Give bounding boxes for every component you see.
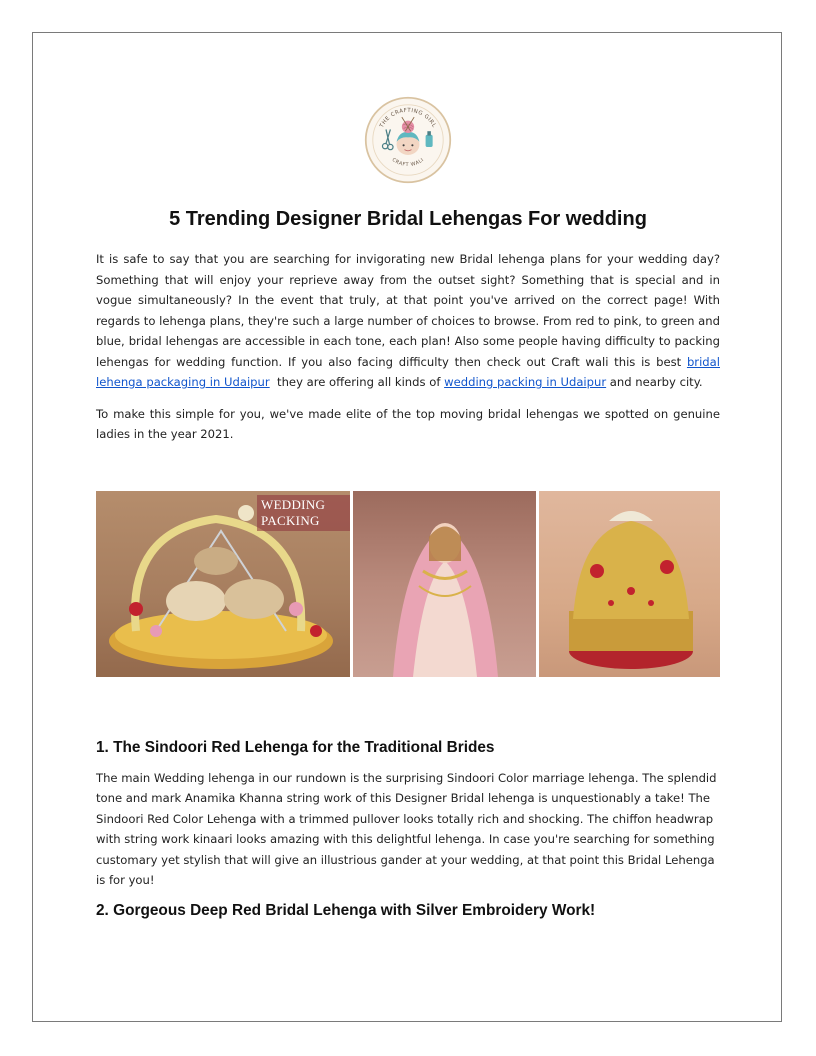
bridal-lehenga-packaging-link[interactable]: bridal lehenga packaging in Udaipur [96, 354, 720, 389]
gift-hamper-photo [96, 491, 350, 677]
intro-paragraph-2: To make this simple for you, we've made elite of the top moving bridal lehengas we spotted on genuine ladies in the year 2021. [96, 406, 720, 441]
wedding-packing-banner [96, 491, 720, 677]
document-title: 5 Trending Designer Bridal Lehengas For wedding [169, 208, 647, 230]
section-heading-2: 2. Gorgeous Deep Red Bridal Lehenga with Silver Embroidery Work! [96, 901, 596, 919]
banner-label: WEDDING PACKING [257, 495, 350, 531]
section-heading-1: 1. The Sindoori Red Lehenga for the Traditional Brides [96, 738, 495, 756]
crafting-girl-logo [364, 96, 452, 184]
gold-potli-photo [539, 491, 720, 677]
logo-top-text: THE CRAFTING GIRL [379, 107, 437, 129]
logo-area [96, 96, 720, 188]
doll-lehenga-photo [353, 491, 536, 677]
intro-paragraph [96, 249, 720, 393]
intro-text-1: It is safe to say that you are searching for invigorating new Bridal lehenga plans for your wedding day? Something that will enjoy your reprieve away from the outset sight? Something that is special and in vogue simultaneously? In the event that truly, at that point you've arrived on the correct page! With regards to lehenga plans, they're such a large number of choices to browse. From red to pink, to green and blue, bridal lehengas are accessible in each tone, each plan! Also some people having difficulty to packing lehengas for wedding function. If you also facing difficulty then check out Craft wali this is best [96, 252, 720, 369]
intro-text-3: and nearby city. [606, 375, 703, 389]
intro-text-2: they are offering all kinds of [269, 375, 445, 389]
document-content [96, 96, 720, 921]
girl-face-icon [397, 132, 420, 155]
section-body-1: The main Wedding lehenga in our rundown is the surprising Sindoori Color marriage lehenga. The splendid tone and mark Anamika Khanna string work of this Designer Bridal lehenga is unquestionably a take! The Sindoori Red Color Lehenga with a trimmed pullover looks totally rich and shocking. The chiffon headwrap with string work kinaari looks amazing with this delightful lehenga. In case you're searching for something customary yet stylish that will give an illustrious gander at your wedding, at that point this Bridal Lehenga is for you! [96, 770, 717, 887]
wedding-packing-link[interactable]: wedding packing in Udaipur [444, 375, 607, 389]
logo-bottom-text: CRAFT WALI [390, 156, 426, 169]
